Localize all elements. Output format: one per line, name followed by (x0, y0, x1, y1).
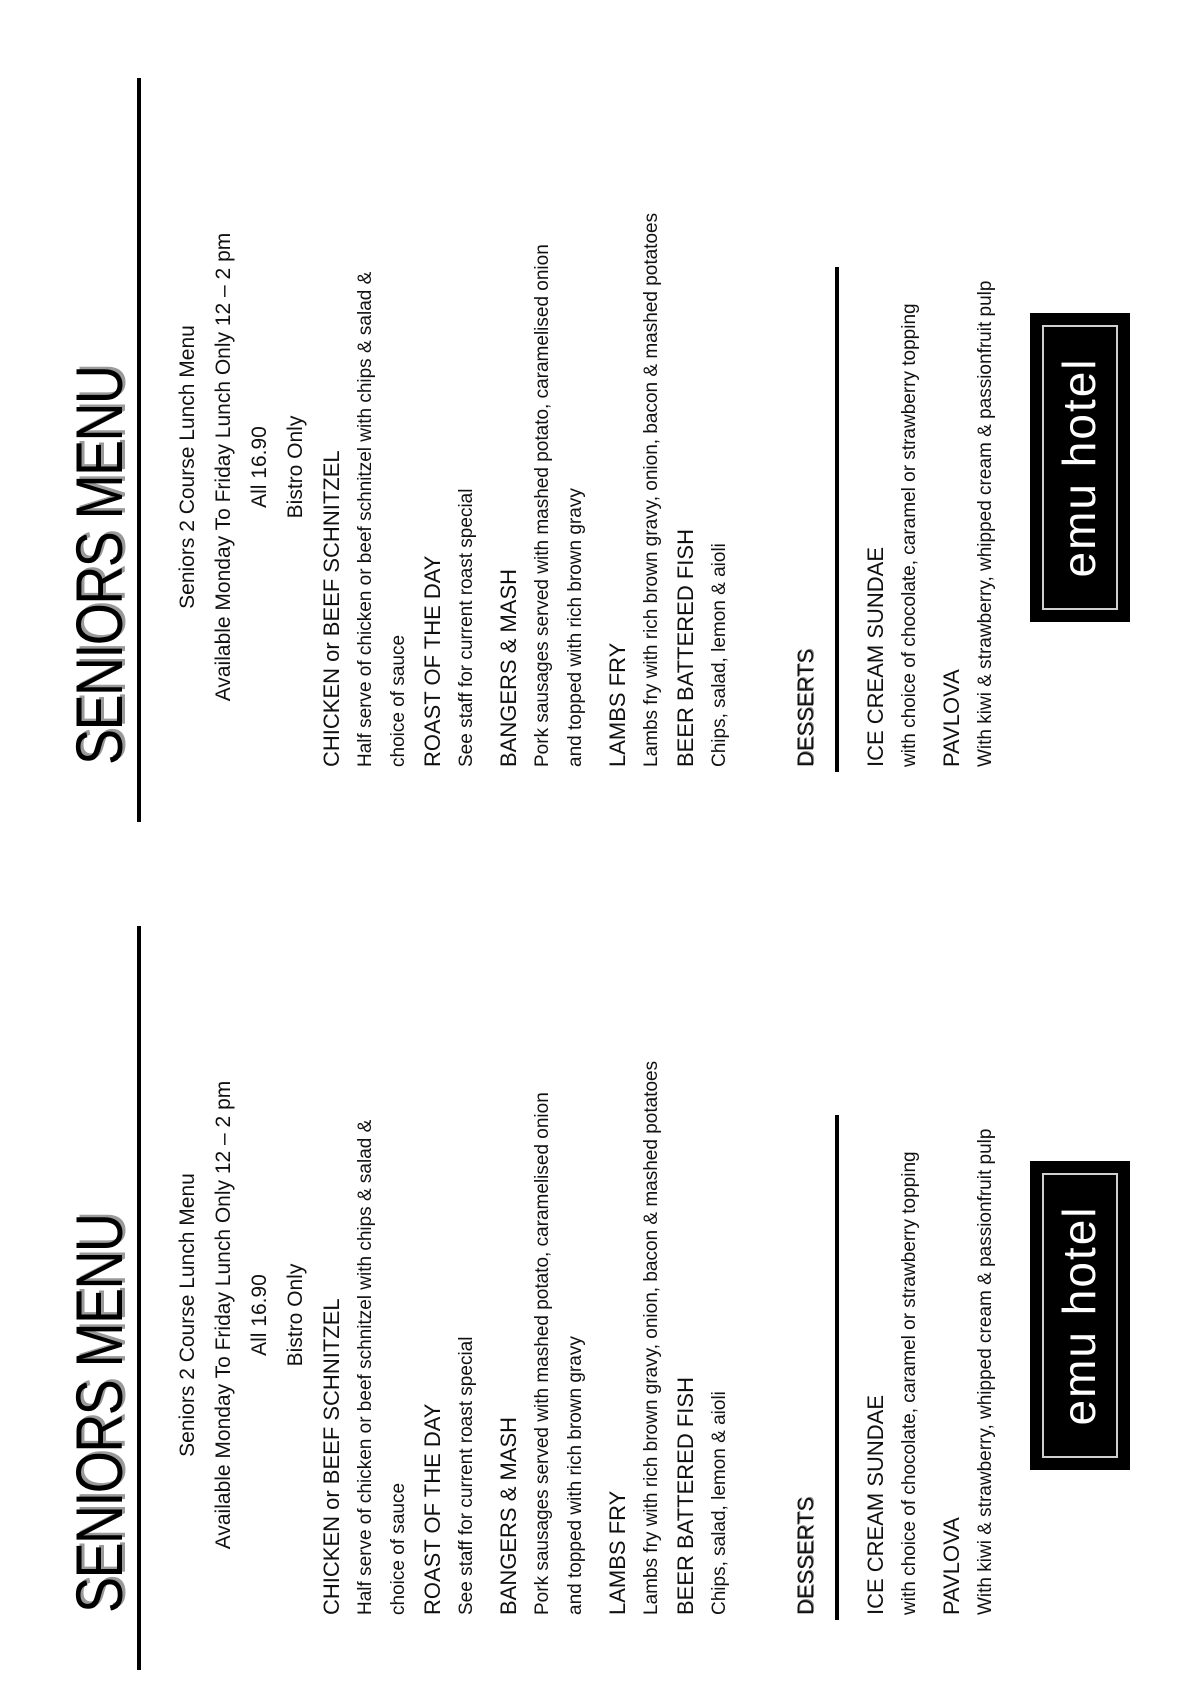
item-desc: choice of sauce (388, 634, 409, 767)
logo-text: emu hotel (1052, 357, 1105, 578)
menu-copy-bottom (0, 848, 1200, 1697)
item-name: BANGERS & MASH (496, 1416, 521, 1615)
menu-item (934, 915, 1002, 1615)
item-desc: Chips, salad, lemon & aioli (709, 543, 730, 767)
menu-title: SENIORS MENU (62, 366, 136, 765)
menu-item (415, 67, 483, 767)
menu-copy-top (0, 0, 1200, 849)
emu-hotel-logo (1030, 313, 1130, 622)
item-name: ICE CREAM SUNDAE (863, 1394, 888, 1615)
item-desc: See staff for current roast special (456, 488, 477, 767)
menu-intro (170, 167, 314, 767)
item-desc: See staff for current roast special (456, 1336, 477, 1615)
menu-title: SENIORS MENU (62, 1214, 136, 1613)
item-desc: Chips, salad, lemon & aioli (709, 1391, 730, 1615)
menu-item (934, 67, 1002, 767)
menu-item (415, 915, 483, 1615)
menu-item (314, 915, 415, 1615)
desserts-heading: DESSERTS (793, 648, 818, 767)
menu-item (491, 915, 592, 1615)
intro-location: Bistro Only (284, 415, 307, 519)
menu-item (600, 67, 668, 767)
menu-item (314, 67, 415, 767)
menu-page (0, 848, 1200, 1697)
item-desc: choice of sauce (388, 1482, 409, 1615)
item-desc: and topped with rich brown gravy (565, 488, 586, 767)
item-name: CHICKEN or BEEF SCHNITZEL (319, 1298, 344, 1615)
item-name: ICE CREAM SUNDAE (863, 546, 888, 767)
item-name: LAMBS FRY (605, 642, 630, 767)
menu-item (668, 67, 736, 767)
item-desc: With kiwi & strawberry, whipped cream & passionfruit pulp (975, 1128, 996, 1615)
intro-subtitle: Seniors 2 Course Lunch Menu (176, 325, 199, 609)
item-desc: Lambs fry with rich brown gravy, onion, bacon & mashed potatoes (641, 212, 662, 767)
item-desc: and topped with rich brown gravy (565, 1336, 586, 1615)
emu-hotel-logo (1030, 1161, 1130, 1470)
item-name: ROAST OF THE DAY (420, 555, 445, 767)
item-desc: With kiwi & strawberry, whipped cream & passionfruit pulp (975, 280, 996, 767)
intro-price: All 16.90 (248, 1274, 271, 1356)
desserts-divider (835, 1115, 839, 1620)
title-divider (137, 78, 141, 822)
mains-list (314, 915, 736, 1615)
logo-text: emu hotel (1052, 1205, 1105, 1426)
item-desc: Half serve of chicken or beef schnitzel with chips & salad & (355, 271, 376, 767)
menu-item (600, 915, 668, 1615)
item-desc: with choice of chocolate, caramel or strawberry topping (899, 303, 920, 767)
item-desc: Lambs fry with rich brown gravy, onion, bacon & mashed potatoes (641, 1060, 662, 1615)
menu-intro (170, 1015, 314, 1615)
item-name: CHICKEN or BEEF SCHNITZEL (319, 450, 344, 767)
intro-availability: Available Monday To Friday Lunch Only 12 – 2 pm (212, 1080, 235, 1550)
intro-subtitle: Seniors 2 Course Lunch Menu (176, 1173, 199, 1457)
title-divider (137, 926, 141, 1670)
menu-item (491, 67, 592, 767)
item-name: LAMBS FRY (605, 1490, 630, 1615)
item-name: BEER BATTERED FISH (673, 529, 698, 767)
item-name: PAVLOVA (939, 1517, 964, 1615)
item-name: ROAST OF THE DAY (420, 1403, 445, 1615)
menu-item (668, 915, 736, 1615)
intro-availability: Available Monday To Friday Lunch Only 12 – 2 pm (212, 232, 235, 702)
item-desc: Pork sausages served with mashed potato, caramelised onion (532, 244, 553, 767)
item-desc: with choice of chocolate, caramel or strawberry topping (899, 1151, 920, 1615)
desserts-list (858, 67, 1002, 767)
intro-price: All 16.90 (248, 426, 271, 508)
item-name: PAVLOVA (939, 669, 964, 767)
mains-list (314, 67, 736, 767)
menu-item (858, 67, 926, 767)
item-name: BEER BATTERED FISH (673, 1377, 698, 1615)
desserts-divider (835, 267, 839, 772)
menu-page (0, 0, 1200, 849)
menu-item (858, 915, 926, 1615)
desserts-list (858, 915, 1002, 1615)
desserts-heading: DESSERTS (793, 1496, 818, 1615)
intro-location: Bistro Only (284, 1263, 307, 1367)
item-desc: Half serve of chicken or beef schnitzel with chips & salad & (355, 1119, 376, 1615)
item-name: BANGERS & MASH (496, 568, 521, 767)
item-desc: Pork sausages served with mashed potato, caramelised onion (532, 1092, 553, 1615)
